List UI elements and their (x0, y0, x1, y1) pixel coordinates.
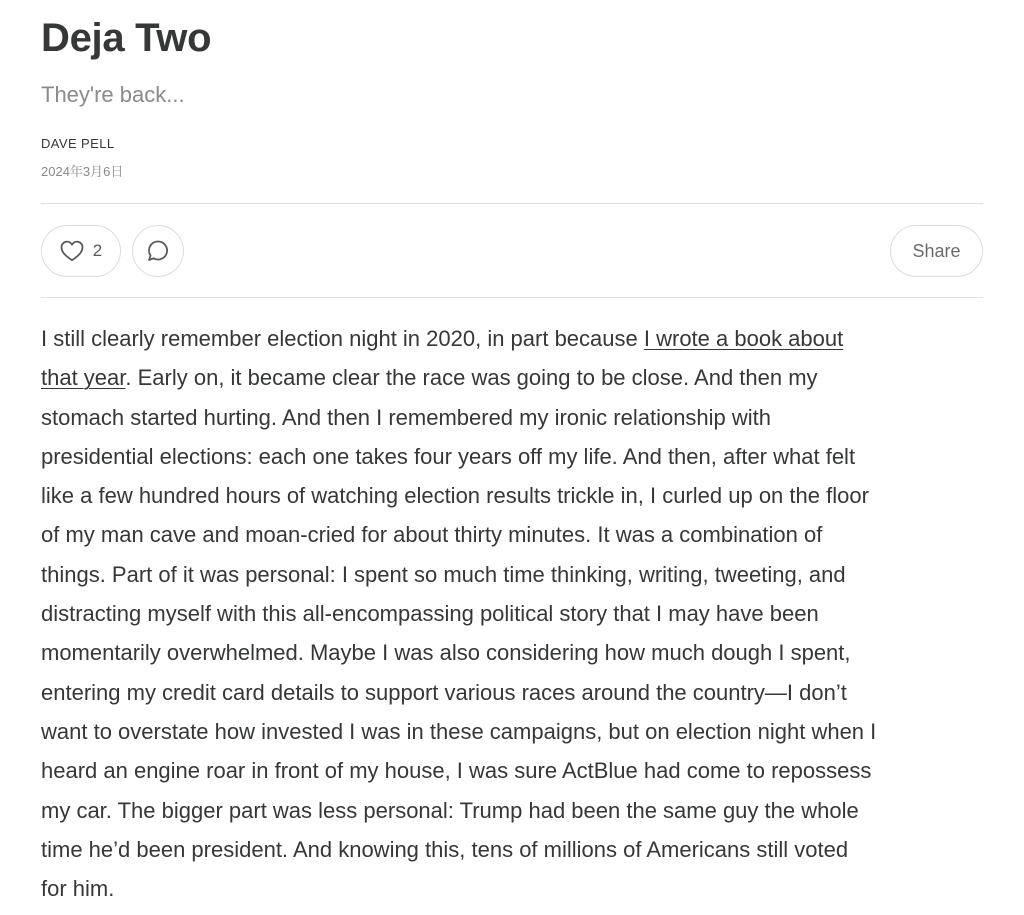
post-subtitle: They're back... (41, 82, 185, 107)
book-link-continued[interactable]: that year (41, 365, 126, 391)
body-line: like a few hundred hours of watching election results trickle in, I curled up on the floor (41, 483, 869, 509)
body-text-segment: I still clearly remember election night in 2020, in part because (41, 326, 644, 351)
body-line: momentarily overwhelmed. Maybe I was also considering how much dough I spent, (41, 640, 851, 666)
body-line: presidential elections: each one takes four years off my life. And then, after what felt (41, 443, 856, 469)
body-line: stomach started hurting. And then I remembered my ironic relationship with (41, 404, 772, 430)
body-line: things. Part of it was personal: I spent so much time thinking, writing, tweeting, and (41, 561, 846, 587)
like-count: 2 (92, 241, 103, 260)
post-body (41, 319, 991, 908)
body-line: distracting myself with this all-encompassing political story that I may have been (41, 601, 819, 627)
post-title: Deja Two (41, 16, 212, 60)
post-date: 2024年3月6日 (41, 164, 124, 179)
like-button[interactable] (41, 225, 121, 277)
body-line: time he’d been president. And knowing this, tens of millions of Americans still voted (41, 836, 849, 862)
body-line: want to overstate how invested I was in these campaigns, but on election night when I (41, 718, 877, 744)
heart-icon (60, 240, 84, 262)
divider-top (41, 203, 983, 204)
body-line: entering my credit card details to support various races around the country—I don’t (41, 679, 847, 705)
body-line: for him. (41, 876, 115, 902)
comment-bubble-icon (146, 239, 170, 263)
body-line: of my man cave and moan-cried for about thirty minutes. It was a combination of (41, 522, 823, 548)
body-line (41, 358, 991, 397)
body-line (41, 319, 991, 358)
author-name[interactable]: DAVE PELL (41, 136, 115, 151)
body-line: my car. The bigger part was less personal: Trump had been the same guy the whole (41, 797, 859, 823)
post-action-bar (41, 225, 983, 277)
body-line: heard an engine roar in front of my house, I was sure ActBlue had come to repossess (41, 758, 872, 784)
book-link[interactable]: I wrote a book about (643, 326, 844, 351)
divider-bottom (41, 297, 983, 298)
body-text-segment: . Early on, it became clear the race was going to be close. And then my (125, 365, 818, 391)
comment-button[interactable] (132, 225, 184, 277)
share-button[interactable]: Share (890, 225, 983, 277)
